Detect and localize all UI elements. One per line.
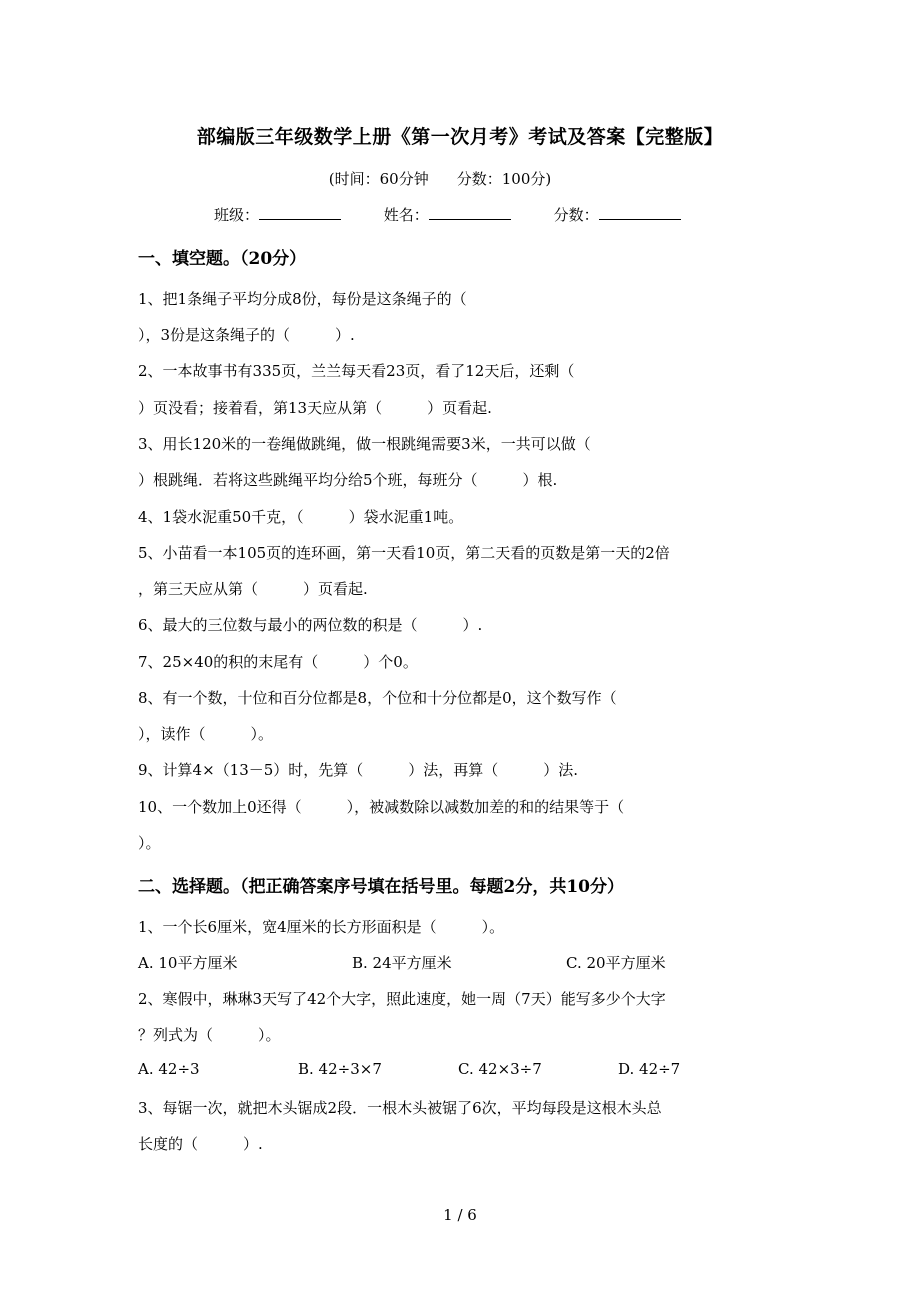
name-label: 姓名： <box>383 206 429 224</box>
option-d[interactable]: D. 42÷7 <box>618 1060 681 1078</box>
class-blank[interactable] <box>259 205 341 220</box>
question-line: ，第三天应从第（ ）页看起. <box>138 580 368 598</box>
question-line: ），读作（ ）。 <box>138 725 274 743</box>
option-row <box>138 1060 680 1078</box>
question-line: ）。 <box>138 834 161 852</box>
question-line: 长度的（ ）. <box>138 1135 263 1153</box>
score-blank[interactable] <box>599 205 681 220</box>
question-line: 7、25×40的积的末尾有（ ）个0。 <box>138 653 418 671</box>
option-c[interactable]: C. 42×3÷7 <box>458 1060 542 1078</box>
question-line: 5、小苗看一本105页的连环画，第一天看10页，第二天看的页数是第一天的2倍 <box>138 544 670 562</box>
question-line: ），3份是这条绳子的（ ）. <box>138 326 355 344</box>
exam-subtitle <box>0 168 880 189</box>
option-a[interactable]: A. 42÷3 <box>138 1060 200 1078</box>
question-line: ？列式为（ ）。 <box>138 1026 281 1044</box>
page-number: 1 / 6 <box>443 1206 477 1224</box>
score-field <box>554 204 681 225</box>
section-fill-heading: 一、填空题。（20分） <box>138 249 307 269</box>
name-blank[interactable] <box>429 205 511 220</box>
question-line: 1、把1条绳子平均分成8份，每份是这条绳子的（ <box>138 290 467 308</box>
name-field <box>384 204 511 225</box>
class-label: 班级： <box>214 206 260 224</box>
option-b[interactable]: B. 42÷3×7 <box>298 1060 382 1078</box>
question-line: 4、1袋水泥重50千克，（ ）袋水泥重1吨。 <box>138 508 464 526</box>
student-info-row <box>214 204 681 225</box>
question-line: 10、一个数加上0还得（ ），被减数除以减数加差的和的结果等于（ <box>138 798 625 816</box>
question-line: 3、每锯一次，就把木头锯成2段．一根木头被锯了6次，平均每段是这根木头总 <box>138 1099 662 1117</box>
class-field <box>214 204 341 225</box>
question-line: 8、有一个数，十位和百分位都是8，个位和十分位都是0，这个数写作（ <box>138 689 617 707</box>
question-line: 2、寒假中，琳琳3天写了42个大字，照此速度，她一周（7天）能写多少个大字 <box>138 990 666 1008</box>
option-c[interactable]: C. 20平方厘米 <box>566 954 666 972</box>
question-line: ）根跳绳．若将这些跳绳平均分给5个班，每班分（ ）根. <box>138 471 558 489</box>
question-line: 9、计算4×（13－5）时，先算（ ）法，再算（ ）法. <box>138 761 579 779</box>
total-score-info: 分数：100分) <box>456 170 552 188</box>
page-title: 部编版三年级数学上册《第一次月考》考试及答案【完整版】 <box>196 126 724 148</box>
time-info: (时间：60分钟 <box>328 170 429 188</box>
option-a[interactable]: A. 10平方厘米 <box>138 954 238 972</box>
question-line: 6、最大的三位数与最小的两位数的积是（ ）. <box>138 616 483 634</box>
question-line: ）页没看；接着看，第13天应从第（ ）页看起. <box>138 399 492 417</box>
question-line: 2、一本故事书有335页，兰兰每天看23页，看了12天后，还剩（ <box>138 362 575 380</box>
section-choice-heading: 二、选择题。（把正确答案序号填在括号里。每题2分，共10分） <box>138 877 624 897</box>
option-row <box>138 952 666 973</box>
option-b[interactable]: B. 24平方厘米 <box>352 954 452 972</box>
score-label: 分数： <box>553 206 599 224</box>
question-line: 1、一个长6厘米，宽4厘米的长方形面积是（ ）。 <box>138 918 505 936</box>
question-line: 3、用长120米的一卷绳做跳绳，做一根跳绳需要3米，一共可以做（ <box>138 435 591 453</box>
